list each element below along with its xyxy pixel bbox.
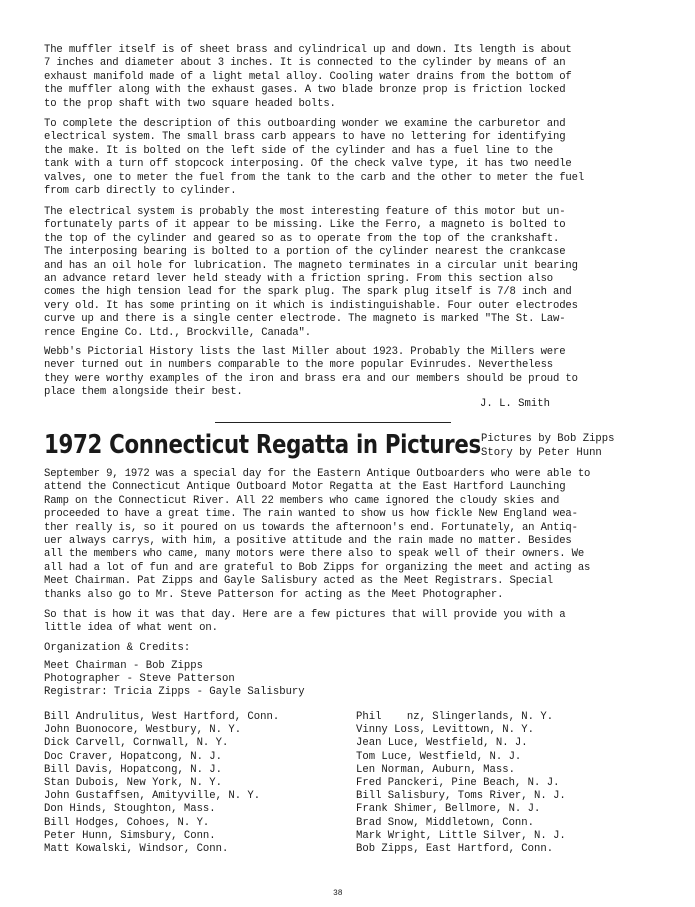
member-entry: Matt Kowalski, Windsor, Conn. [44,842,229,855]
pictures-credit: Pictures by Bob Zipps [481,433,615,445]
member-entry: Don Hinds, Stoughton, Mass. [44,803,216,816]
member-entry: Frank Shimer, Bellmore, N. J. [356,803,541,816]
member-entry: John Buonocore, Westbury, N. Y. [44,724,242,737]
paragraph-history: Webb's Pictorial History lists the last Miller about 1923. Probably the Millers were never turned out in numbers comparable to the more popular Evinrudes. Nevertheless they were worthy examples of the iron and brass era and our members should be proud to place them alongside their best. [44,346,578,399]
members-list-left [44,711,279,856]
member-entry: Dick Carvell, Cornwall, N. Y. [44,737,229,750]
member-entry: Tom Luce, Westfield, N. J. [356,750,522,763]
member-entry: Bill Davis, Hopatcong, N. J. [44,763,223,776]
member-entry: Bill Hodges, Cohoes, N. Y. [44,816,210,829]
paragraph-muffler: The muffler itself is of sheet brass and cylindrical up and down. Its length is about 7 inches and diameter about 3 inches. It is connected to the cylinder by means of an exhaust manifold made of a light metal alloy. Cooling water drains from the bottom of the muffler along with the exhaust gases. A two blade bronze prop is friction locked to the prop shaft with two square headed bolts. [44,44,572,110]
member-entry: John Gustaffsen, Amityville, N. Y. [44,790,261,803]
credits-list [44,660,305,700]
member-entry: Doc Craver, Hopatcong, N. J. [44,750,223,763]
member-entry: Vinny Loss, Levittown, N. Y. [356,724,535,737]
member-entry: Stan Dubois, New York, N. Y. [44,776,223,789]
member-entry: Mark Wright, Little Silver, N. J. [356,829,566,842]
article-title: 1972 Connecticut Regatta in Pictures [44,430,481,460]
member-entry: Fred Panckeri, Pine Beach, N. J. [356,776,560,789]
story-credit: Story by Peter Hunn [481,447,602,459]
credits-heading: Organization & Credits: [44,642,191,654]
credit-line: Registrar: Tricia Zipps - Gayle Salisbury [44,686,305,699]
member-entry: Bill Salisbury, Toms River, N. J. [356,790,566,803]
paragraph-carburetor: To complete the description of this outboarding wonder we examine the carburetor and electrical system. The small brass carb appears to have no lettering for identifying the make. It is bolted on the left side of the cylinder and has a fuel line to the tank with a turn off stopcock interposing. Of the check valve type, it has two needle valves, one to meter the fuel from the tank to the carb and the other to meter the fuel from carb directly to cylinder. [44,118,585,198]
paragraph-electrical: The electrical system is probably the most interesting feature of this motor but un- fortunately parts of it appear to be missing. Like the Ferro, a magneto is bolted to the top of the cylinder and geared so as to operate from the top of the crankshaft. The interposing bearing is bolted to a portion of the cylinder nearest the crankcase and has an oil hole for lubrication. The magneto terminates in a circular unit bearing an advance retard lever held steady with a friction spring. From this section also comes the high tension lead for the spark plug. The spark plug itself is 7/8 inch and very old. It has some printing on it which is indistinguishable. Four outer electrodes curve up and there is a single center electrode. The magneto is marked "The St. Law- rence Engine Co. Ltd., Brockville, Canada". [44,206,578,339]
member-entry: Jean Luce, Westfield, N. J. [356,737,528,750]
credit-line: Meet Chairman - Bob Zipps [44,660,203,672]
author-signature: J. L. Smith [480,398,550,410]
section-divider [215,422,451,423]
member-entry: Bill Andrulitus, West Hartford, Conn. [44,711,280,723]
members-list-right [356,711,566,856]
paragraph-regatta: September 9, 1972 was a special day for the Eastern Antique Outboarders who were able to attend the Connecticut Antique Outboard Motor Regatta at the East Hartford Launching Ramp on the Connecticut River. All 22 members who came ignored the cloudy skies and proceeded to have a great time. The rain wanted to show us how fickle New England wea- ther really is, so it poured on us towards the afternoon's end. Fortunately, an Antiq- uer always carrys, with him, a positive attitude and the rain made no matter. Besides all the members who came, many motors were there also to speak well of their owners. We all had a lot of fun and are grateful to Bob Zipps for organizing the meet and acting as Meet Chairman. Pat Zipps and Gayle Salisbury acted as the Meet Registrars. Special thanks also go to Mr. Steve Patterson for acting as the Meet Photographer. [44,468,591,601]
member-entry: Len Norman, Auburn, Mass. [356,763,515,776]
member-entry: Brad Snow, Middletown, Conn. [356,816,535,829]
paragraph-pictures-intro: So that is how it was that day. Here are a few pictures that will provide you with a little idea of what went on. [44,609,566,635]
member-entry: Bob Zipps, East Hartford, Conn. [356,842,554,855]
member-entry: Peter Hunn, Simsbury, Conn. [44,829,216,842]
page-number: 38 [333,889,343,898]
credit-line: Photographer - Steve Patterson [44,673,235,686]
member-entry: Phil nz, Slingerlands, N. Y. [356,711,554,723]
